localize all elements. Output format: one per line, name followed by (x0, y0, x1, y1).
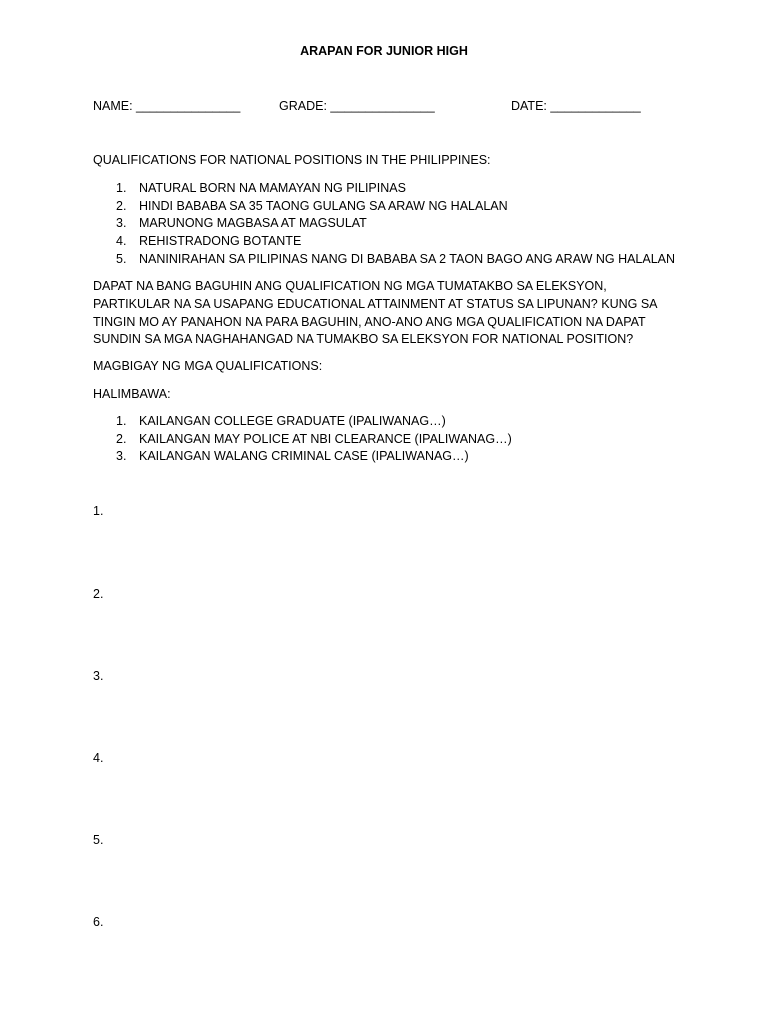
list-item-number: 2. (116, 198, 127, 213)
list-item-text: HINDI BABABA SA 35 TAONG GULANG SA ARAW NG HALALAN (139, 198, 508, 213)
list-item-text: KAILANGAN WALANG CRIMINAL CASE (IPALIWANAG…) (139, 449, 469, 464)
list-item-text: KAILANGAN MAY POLICE AT NBI CLEARANCE (IPALIWANAG…) (139, 431, 512, 446)
qualifications-heading: QUALIFICATIONS FOR NATIONAL POSITIONS IN THE PHILIPPINES: (93, 153, 491, 167)
answer-number-1: 1. (93, 504, 104, 518)
list-item-number: 1. (116, 181, 127, 195)
answer-number-6: 6. (93, 915, 104, 929)
question-paragraph: DAPAT NA BANG BAGUHIN ANG QUALIFICATION NG MGA TUMATAKBO SA ELEKSYON, PARTIKULAR NA SA USAPANG EDUCATIONAL ATTAINMENT AT STATUS SA LIPUNAN? KUNG SA TINGIN MO AY PANAHON NA PARA BAGUHIN, ANO-ANO ANG MGA QUALIFICATION NA DAPAT SUNDIN SA MGA NAGHAHANGAD NA TUMAKBO SA ELEKSYON FOR NATIONAL POSITION? (93, 279, 657, 347)
document-title: ARAPAN FOR JUNIOR HIGH (300, 44, 468, 58)
list-item-number: 5. (116, 251, 127, 266)
answer-number-3: 3. (93, 669, 104, 683)
date-field: DATE: _____________ (511, 99, 641, 113)
list-item-text: MARUNONG MAGBASA AT MAGSULAT (139, 216, 367, 231)
list-item-text: NATURAL BORN NA MAMAYAN NG PILIPINAS (139, 181, 406, 195)
list-item-text: KAILANGAN COLLEGE GRADUATE (IPALIWANAG…) (139, 414, 446, 428)
example-label: HALIMBAWA: (93, 387, 171, 401)
answer-number-2: 2. (93, 587, 104, 601)
grade-field: GRADE: _______________ (279, 99, 435, 113)
instruction-text: MAGBIGAY NG MGA QUALIFICATIONS: (93, 359, 323, 373)
list-item-text: NANINIRAHAN SA PILIPINAS NANG DI BABABA SA 2 TAON BAGO ANG ARAW NG HALALAN (139, 251, 676, 266)
list-item-text: REHISTRADONG BOTANTE (139, 234, 302, 249)
name-field: NAME: _______________ (93, 99, 241, 113)
list-item-number: 1. (116, 414, 127, 428)
answer-number-4: 4. (93, 751, 104, 765)
answer-number-5: 5. (93, 833, 104, 847)
list-item-number: 3. (116, 216, 127, 231)
list-item-number: 3. (116, 449, 127, 464)
list-item-number: 2. (116, 431, 127, 446)
list-item-number: 4. (116, 234, 127, 249)
